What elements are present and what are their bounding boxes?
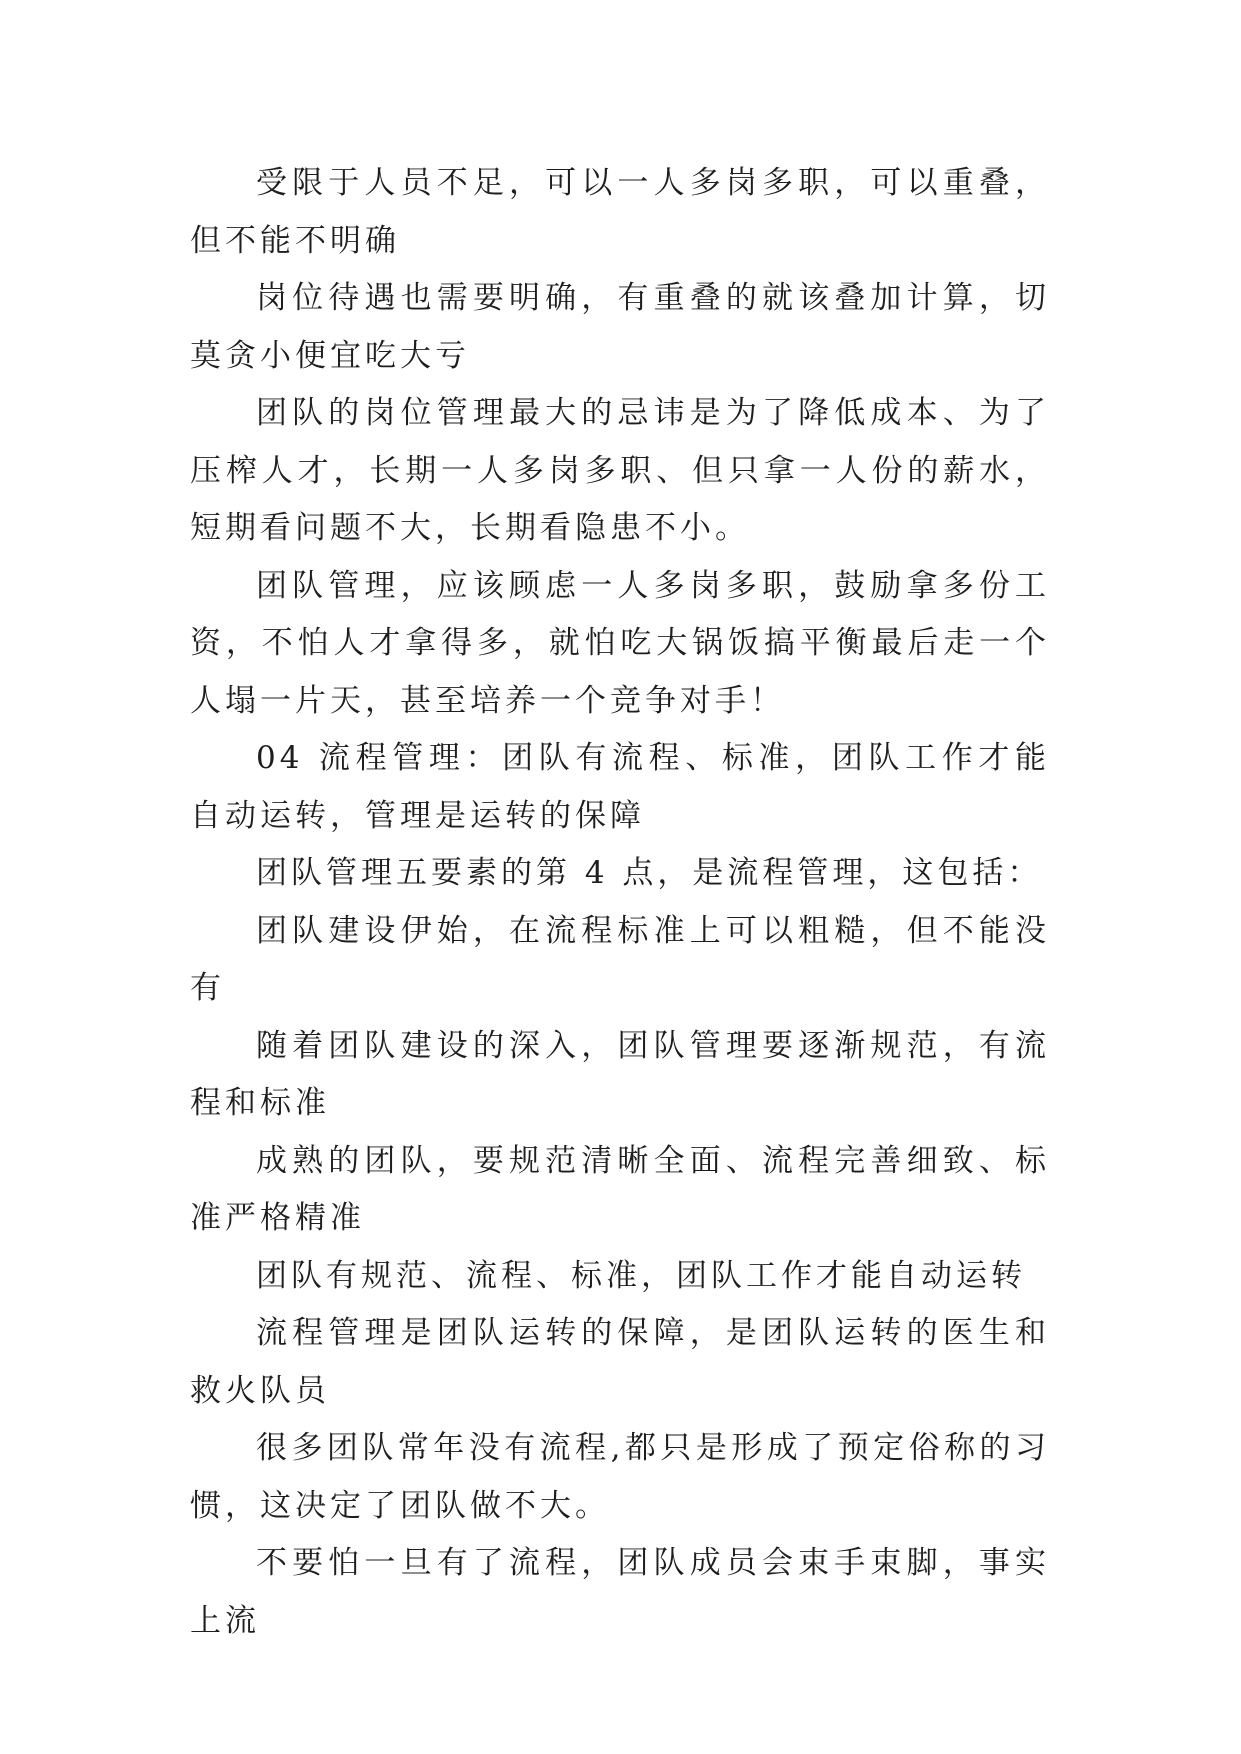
paragraph: 团队的岗位管理最大的忌讳是为了降低成本、为了压榨人才，长期一人多岗多职、但只拿一人份的薪水，短期看问题不大，长期看隐患不小。 xyxy=(190,395,1050,546)
paragraph: 成熟的团队，要规范清晰全面、流程完善细致、标准严格精准 xyxy=(190,1142,1050,1236)
paragraph: 流程管理是团队运转的保障，是团队运转的医生和救火队员 xyxy=(190,1315,1050,1409)
paragraph: 团队管理，应该顾虑一人多岗多职，鼓励拿多份工资，不怕人才拿得多，就怕吃大锅饭搞平衡最后走一个人塌一片天，甚至培养一个竞争对手！ xyxy=(190,567,1050,719)
paragraph: 不要怕一旦有了流程，团队成员会束手束脚，事实上流 xyxy=(190,1545,1050,1639)
document-body xyxy=(190,155,1050,1650)
paragraph: 很多团队常年没有流程,都只是形成了预定俗称的习惯，这决定了团队做不大。 xyxy=(190,1430,1050,1524)
paragraph: 受限于人员不足，可以一人多岗多职，可以重叠，但不能不明确 xyxy=(190,165,1050,259)
paragraph: 团队建设伊始，在流程标准上可以粗糙，但不能没有 xyxy=(190,912,1050,1006)
paragraph: 团队有规范、流程、标准，团队工作才能自动运转 xyxy=(256,1257,1026,1294)
paragraph: 岗位待遇也需要明确，有重叠的就该叠加计算，切莫贪小便宜吃大亏 xyxy=(190,280,1050,374)
paragraph: 随着团队建设的深入，团队管理要逐渐规范，有流程和标准 xyxy=(190,1027,1050,1121)
section-heading: 04 流程管理：团队有流程、标准，团队工作才能自动运转，管理是运转的保障 xyxy=(190,740,1050,834)
paragraph: 团队管理五要素的第 4 点，是流程管理，这包括： xyxy=(256,855,1043,891)
